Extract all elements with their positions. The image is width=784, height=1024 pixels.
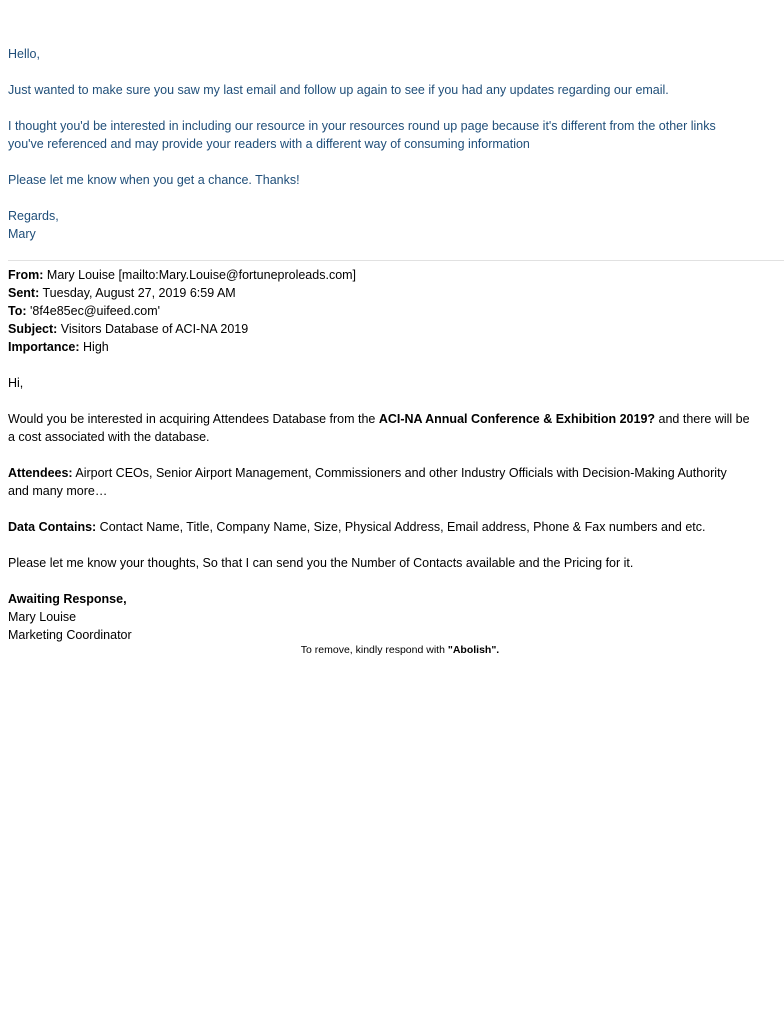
header-to-label: To:	[8, 304, 27, 318]
header-sent	[8, 284, 784, 302]
attendees-label: Attendees:	[8, 466, 73, 480]
attendees-value: Airport CEOs, Senior Airport Management, Commissioners and other Industry Officials with Decision-Making Authority	[72, 466, 727, 480]
quoted-message-divider	[8, 260, 784, 261]
header-importance-value: High	[83, 340, 109, 354]
quoted-original-message	[8, 266, 784, 644]
header-from-label: From:	[8, 268, 44, 282]
offer-line2: a cost associated with the database.	[8, 430, 210, 444]
header-subject-value: Visitors Database of ACI-NA 2019	[60, 322, 249, 336]
awaiting-response-text: Awaiting Response,	[8, 592, 127, 606]
attendees-line2: and many more…	[8, 484, 108, 498]
unsubscribe-keyword: "Abolish".	[447, 644, 500, 656]
header-from	[8, 266, 784, 284]
reply-paragraph-followup: Just wanted to make sure you saw my last email and follow up again to see if you had any updates regarding our email.	[8, 83, 669, 97]
data-contains	[8, 518, 784, 536]
data-contains-value: Contact Name, Title, Company Name, Size, Physical Address, Email address, Phone & Fax numbers and etc.	[96, 520, 706, 534]
unsubscribe-footer	[0, 643, 784, 657]
attendees-line1	[8, 464, 784, 482]
offer-pre: Would you be interested in acquiring Attendees Database from the	[8, 412, 379, 426]
reply-paragraph-resource-line2: you've referenced and may provide your readers with a different way of consuming information	[8, 137, 530, 151]
awaiting-response	[8, 590, 784, 608]
header-to-value[interactable]: '8f4e85ec@uifeed.com'	[30, 304, 161, 318]
reply-message-body	[8, 45, 784, 243]
header-sent-label: Sent:	[8, 286, 40, 300]
reply-signature: Mary	[8, 227, 36, 241]
sender-title: Marketing Coordinator	[8, 628, 132, 642]
header-importance	[8, 338, 784, 356]
data-contains-label: Data Contains:	[8, 520, 97, 534]
thoughts-paragraph: Please let me know your thoughts, So that I can send you the Number of Contacts available and the Pricing for it.	[8, 556, 634, 570]
header-subject-label: Subject:	[8, 322, 58, 336]
header-importance-label: Importance:	[8, 340, 80, 354]
offer-event-name: ACI-NA Annual Conference & Exhibition 2019?	[378, 412, 656, 426]
sender-name: Mary Louise	[8, 610, 77, 624]
unsubscribe-text: To remove, kindly respond with	[300, 644, 448, 656]
header-subject	[8, 320, 784, 338]
header-from-value[interactable]: Mary Louise [mailto:Mary.Louise@fortuneproleads.com]	[46, 268, 357, 282]
offer-line1	[8, 410, 784, 428]
reply-paragraph-request: Please let me know when you get a chance. Thanks!	[8, 173, 300, 187]
header-to	[8, 302, 784, 320]
reply-greeting: Hello,	[8, 47, 40, 61]
original-greeting: Hi,	[8, 376, 24, 390]
reply-paragraph-resource-line1: I thought you'd be interested in including our resource in your resources round up page because it's different from the other links	[8, 119, 716, 133]
offer-post: and there will be	[655, 412, 750, 426]
reply-closing: Regards,	[8, 209, 59, 223]
header-sent-value: Tuesday, August 27, 2019 6:59 AM	[42, 286, 236, 300]
